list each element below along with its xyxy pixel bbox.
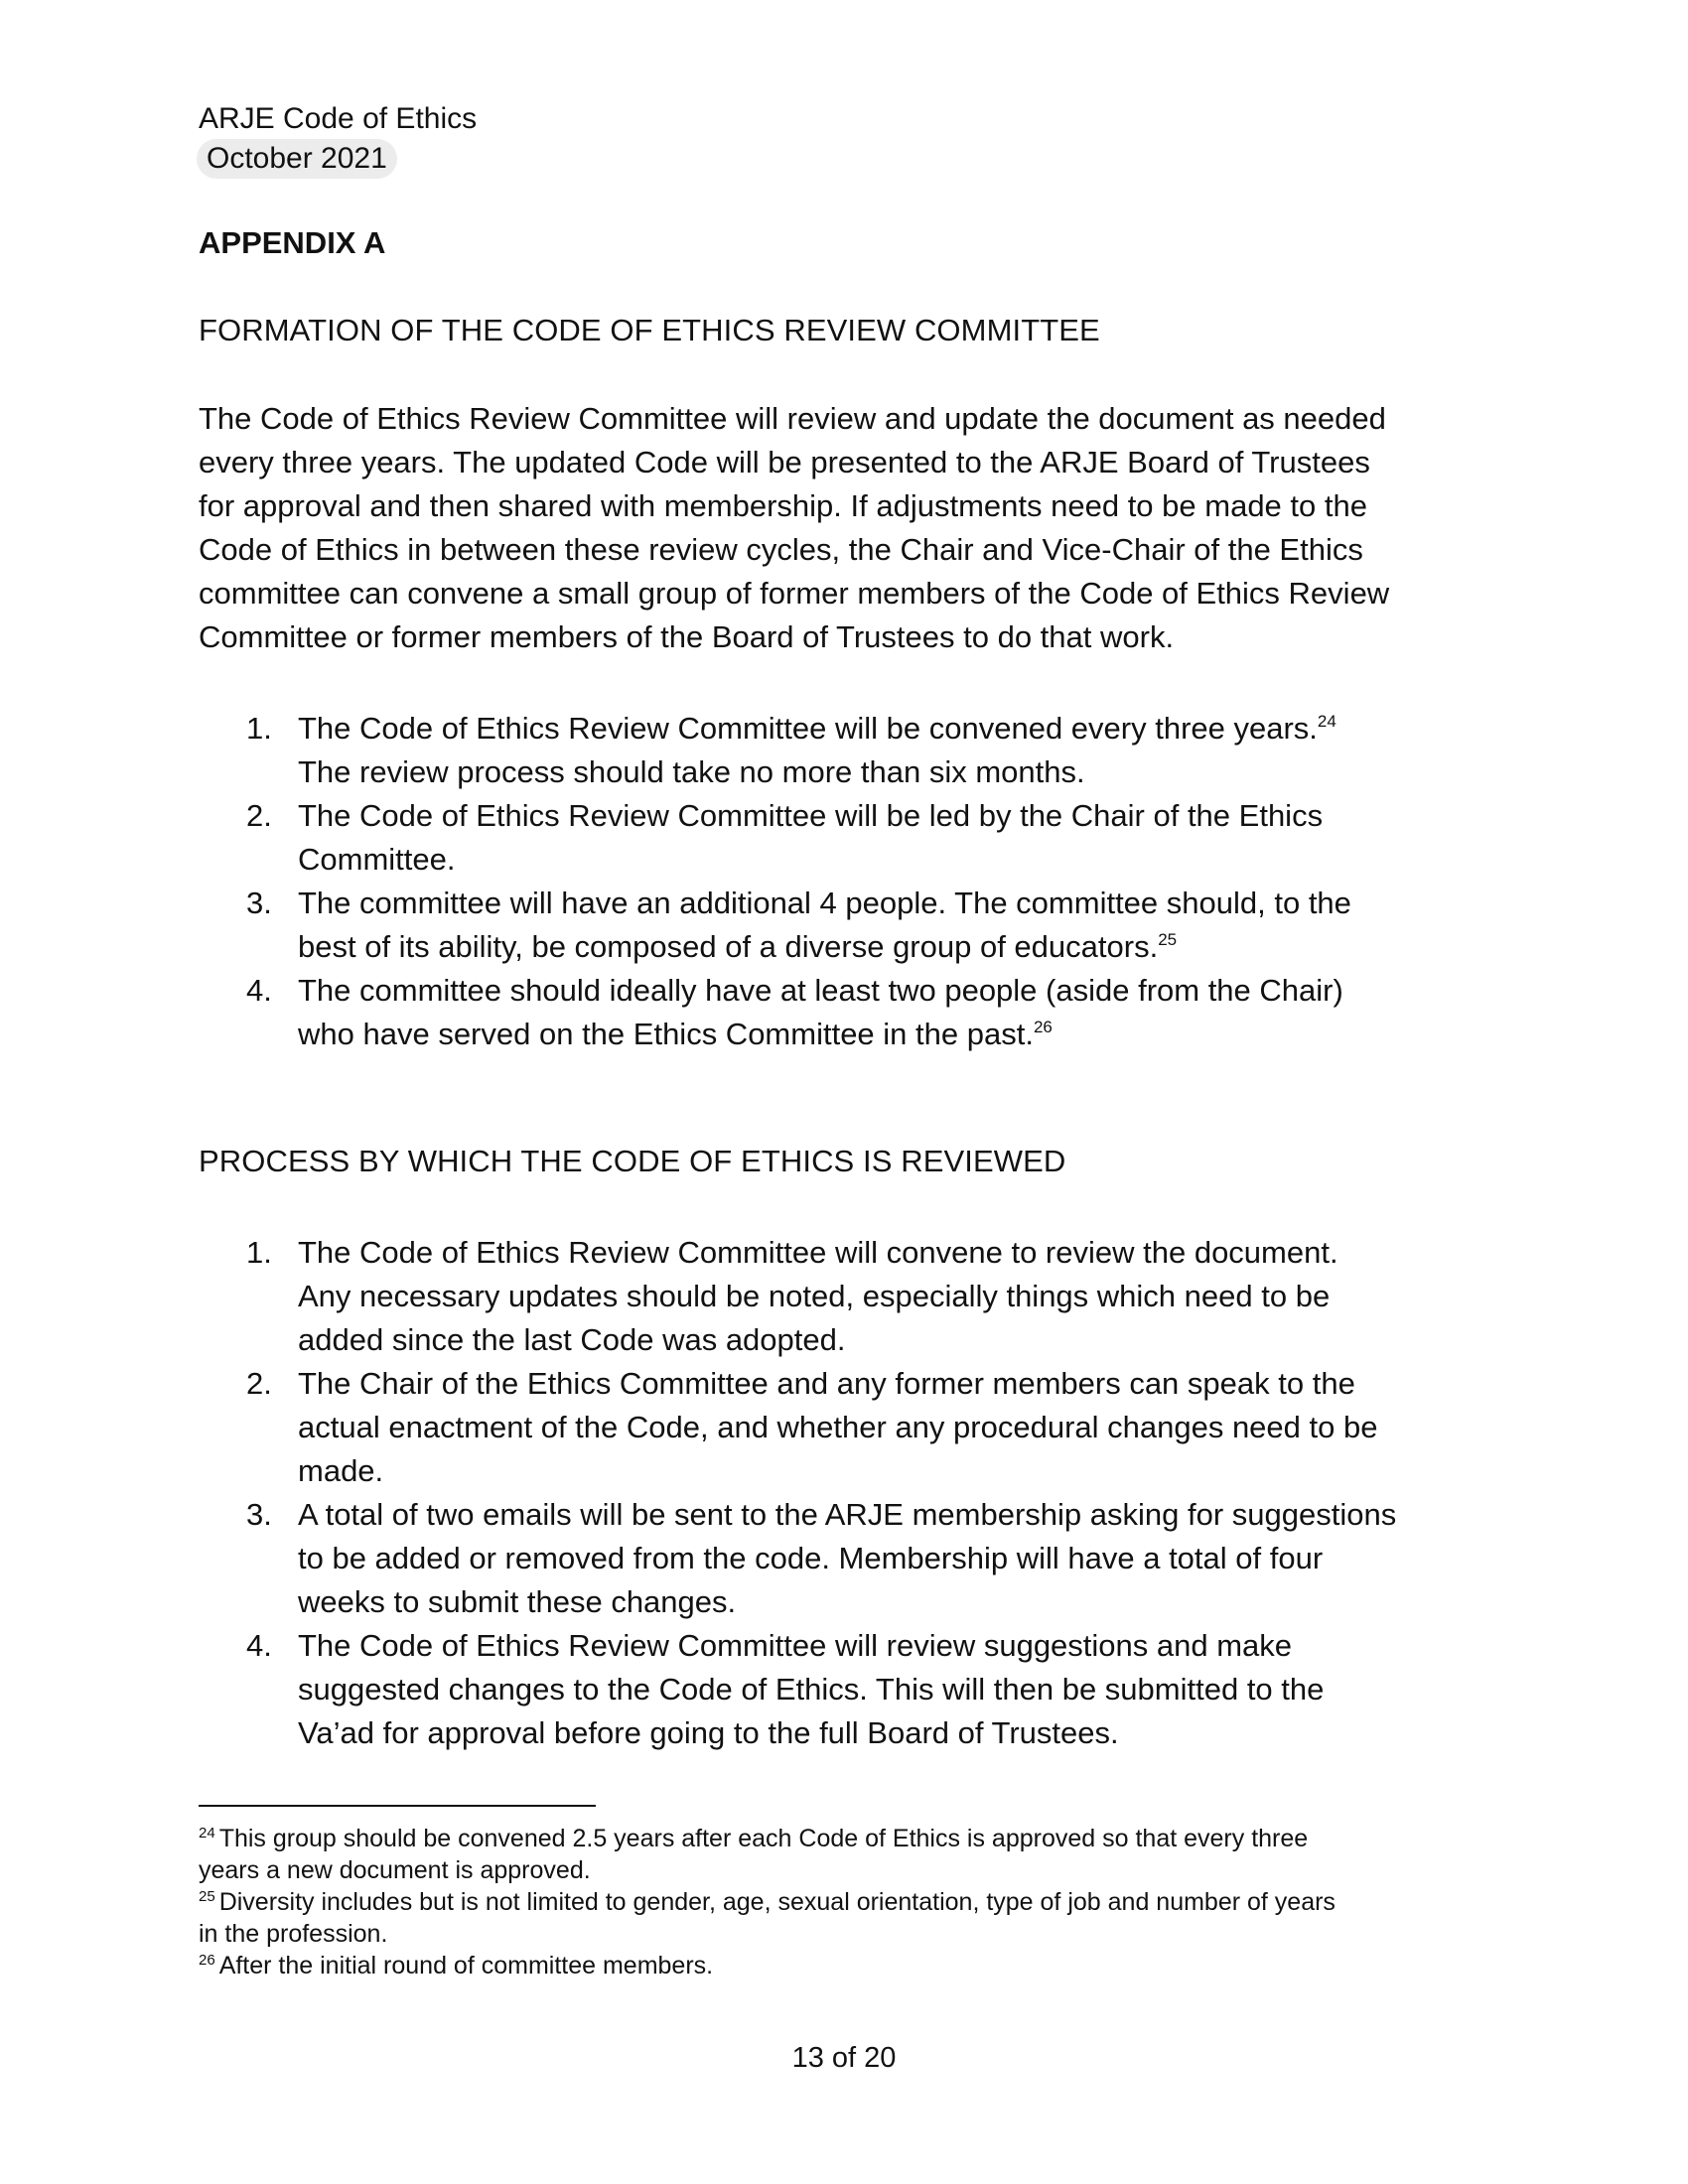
list-item-text: best of its ability, be composed of a diverse group of educators. <box>298 929 1159 964</box>
list-item-number: 4. <box>246 973 272 1008</box>
paragraph-line: The Code of Ethics Review Committee will review and update the document as needed <box>199 401 1386 436</box>
paragraph-line: Committee or former members of the Board of Trustees to do that work. <box>199 619 1175 654</box>
list-item <box>199 969 1489 1056</box>
list-item <box>199 882 1489 969</box>
list-item-number: 1. <box>246 1235 272 1270</box>
list-item-text: who have served on the Ethics Committee in the past. <box>298 1017 1034 1051</box>
list-item-text: The committee will have an additional 4 people. The committee should, to the <box>298 886 1351 920</box>
list-item <box>199 1362 1489 1493</box>
list-item-text: made. <box>298 1453 384 1488</box>
document-header-date: October 2021 <box>197 139 397 179</box>
footnotes <box>199 1823 1489 1981</box>
list-item-text: A total of two emails will be sent to the ARJE membership asking for suggestions <box>298 1497 1397 1532</box>
footnote-text: in the profession. <box>199 1920 388 1948</box>
footnote <box>199 1950 1489 1981</box>
list-item <box>199 1493 1489 1624</box>
list-item <box>199 707 1489 794</box>
list-item-number: 4. <box>246 1628 272 1663</box>
footnote-text: Diversity includes but is not limited to gender, age, sexual orientation, type of job and number of years <box>218 1888 1336 1916</box>
section-heading-process: PROCESS BY WHICH THE CODE OF ETHICS IS REVIEWED <box>199 1144 1066 1178</box>
list-item-number: 2. <box>246 798 272 833</box>
section-heading-formation: FORMATION OF THE CODE OF ETHICS REVIEW COMMITTEE <box>199 313 1100 347</box>
paragraph-line: Code of Ethics in between these review cycles, the Chair and Vice-Chair of the Ethics <box>199 532 1363 567</box>
footnote-number: 26 <box>199 1952 215 1969</box>
list-item-number: 1. <box>246 711 272 746</box>
formation-paragraph <box>199 397 1489 659</box>
list-item-text: The review process should take no more than six months. <box>298 754 1085 789</box>
list-item-text: actual enactment of the Code, and whether any procedural changes need to be <box>298 1410 1378 1444</box>
list-item <box>199 794 1489 882</box>
footnote-text: years a new document is approved. <box>199 1856 591 1884</box>
list-item-text: added since the last Code was adopted. <box>298 1322 846 1357</box>
list-item-number: 3. <box>246 1497 272 1532</box>
process-list <box>199 1231 1489 1755</box>
list-item-text: Va’ad for approval before going to the full Board of Trustees. <box>298 1715 1119 1750</box>
list-item-text: The Chair of the Ethics Committee and any former members can speak to the <box>298 1366 1355 1401</box>
paragraph-line: committee can convene a small group of former members of the Code of Ethics Review <box>199 576 1390 611</box>
footnote-text: This group should be convened 2.5 years after each Code of Ethics is approved so that every three <box>218 1825 1309 1852</box>
list-item-text: The Code of Ethics Review Committee will be convened every three years. <box>298 711 1318 746</box>
footnote-number: 24 <box>199 1825 215 1842</box>
footnote-reference: 24 <box>1317 712 1336 731</box>
footnote-divider <box>199 1805 596 1807</box>
footnote <box>199 1886 1489 1950</box>
footnote-reference: 25 <box>1158 930 1178 949</box>
list-item-text: to be added or removed from the code. Membership will have a total of four <box>298 1541 1324 1575</box>
footnote <box>199 1823 1489 1886</box>
footnote-text: After the initial round of committee members. <box>218 1952 714 1979</box>
list-item-text: Committee. <box>298 842 456 877</box>
list-item-text: The Code of Ethics Review Committee will convene to review the document. <box>298 1235 1338 1270</box>
page-number: 13 of 20 <box>791 2042 897 2074</box>
list-item <box>199 1624 1489 1755</box>
list-item-text: The Code of Ethics Review Committee will review suggestions and make <box>298 1628 1293 1663</box>
list-item-text: Any necessary updates should be noted, especially things which need to be <box>298 1279 1331 1313</box>
paragraph-line: for approval and then shared with membership. If adjustments need to be made to the <box>199 488 1367 523</box>
formation-list <box>199 707 1489 1056</box>
paragraph-line: every three years. The updated Code will be presented to the ARJE Board of Trustees <box>199 445 1370 479</box>
footnote-reference: 26 <box>1033 1018 1053 1036</box>
list-item-number: 3. <box>246 886 272 920</box>
list-item-number: 2. <box>246 1366 272 1401</box>
footnote-number: 25 <box>199 1888 215 1905</box>
list-item-text: The committee should ideally have at least two people (aside from the Chair) <box>298 973 1343 1008</box>
list-item-text: The Code of Ethics Review Committee will be led by the Chair of the Ethics <box>298 798 1324 833</box>
appendix-heading: APPENDIX A <box>199 225 386 260</box>
list-item-text: suggested changes to the Code of Ethics. This will then be submitted to the <box>298 1672 1325 1706</box>
list-item <box>199 1231 1489 1362</box>
list-item-text: weeks to submit these changes. <box>298 1584 737 1619</box>
document-header-title: ARJE Code of Ethics <box>199 102 478 135</box>
